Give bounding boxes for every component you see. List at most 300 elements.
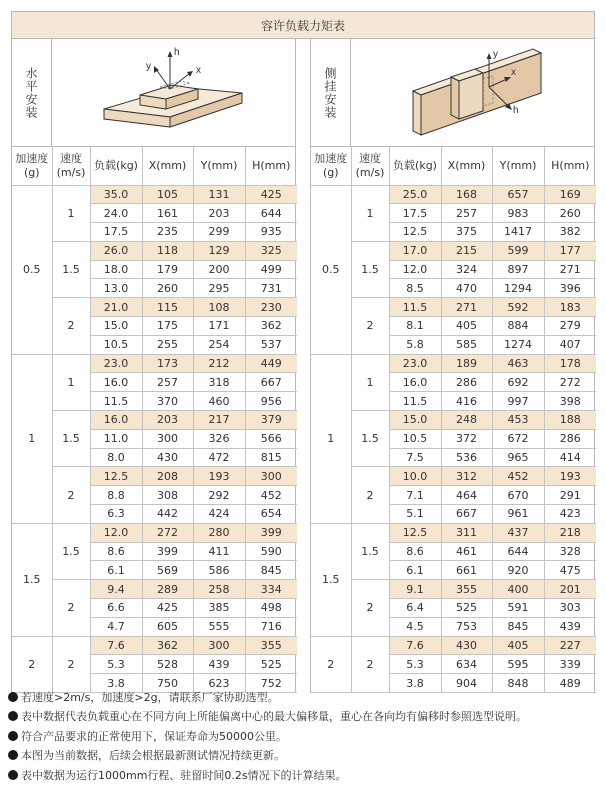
h-cell: 230: [245, 298, 297, 317]
x-cell: 750: [142, 674, 193, 693]
load-cell: 8.0: [90, 448, 142, 467]
x-cell: 324: [441, 260, 492, 279]
horizontal-rail-illustration: [94, 43, 254, 143]
y-cell: 385: [193, 599, 245, 618]
load-cell: 10.5: [90, 335, 142, 354]
x-cell: 168: [441, 185, 492, 204]
table-row: [311, 580, 596, 599]
h-cell: 178: [544, 354, 596, 373]
y-cell: 453: [492, 411, 544, 430]
load-cell: 7.5: [389, 448, 441, 467]
x-cell: 528: [142, 655, 193, 674]
note-text: 本图为当前数据，后续会根据最新测试情况持续更新。: [21, 749, 285, 763]
x-cell: 118: [142, 241, 193, 260]
y-cell: 1417: [492, 223, 544, 242]
horizontal-mount-label: 水平安装: [24, 66, 38, 119]
y-cell: 1294: [492, 279, 544, 298]
h-cell: 525: [245, 655, 297, 674]
speed-cell: 1: [52, 354, 90, 410]
side-mount-label: 侧挂安装: [323, 66, 337, 119]
load-cell: 12.5: [90, 467, 142, 486]
x-cell: 405: [441, 317, 492, 336]
h-cell: 423: [544, 505, 596, 524]
acceleration-cell: 2: [311, 636, 351, 692]
h-cell: 667: [245, 373, 297, 392]
y-cell: 299: [193, 223, 245, 242]
load-cell: 12.5: [389, 523, 441, 542]
load-cell: 4.7: [90, 617, 142, 636]
x-cell: 271: [441, 298, 492, 317]
load-cell: 7.1: [389, 486, 441, 505]
load-cell: 21.0: [90, 298, 142, 317]
table-body: [311, 185, 596, 693]
horizontal-mount-header: [12, 39, 295, 147]
table-row: [12, 185, 297, 204]
y-header: Y(mm): [193, 147, 245, 185]
x-cell: 179: [142, 260, 193, 279]
load-cell: 11.5: [90, 392, 142, 411]
acceleration-cell: 1.5: [12, 523, 52, 636]
y-cell: 295: [193, 279, 245, 298]
h-cell: 425: [245, 185, 297, 204]
load-cell: 12.5: [389, 223, 441, 242]
h-cell: 260: [544, 204, 596, 223]
bullet-icon: [8, 692, 18, 702]
y-cell: 424: [193, 505, 245, 524]
y-cell: 965: [492, 448, 544, 467]
acceleration-cell: 0.5: [12, 185, 52, 354]
bullet-icon: [8, 750, 18, 760]
table-title: [11, 11, 595, 39]
h-cell: 362: [245, 317, 297, 336]
speed-cell: 1.5: [52, 523, 90, 579]
acceleration-cell: 1.5: [311, 523, 351, 636]
x-cell: 173: [142, 354, 193, 373]
table-row: [12, 354, 297, 373]
h-cell: 218: [544, 523, 596, 542]
y-cell: 555: [193, 617, 245, 636]
x-axis-label: x: [195, 64, 201, 76]
y-cell: 897: [492, 260, 544, 279]
acceleration-cell: 2: [12, 636, 52, 692]
h-cell: 590: [245, 542, 297, 561]
horizontal-mount-diagram: [52, 39, 295, 146]
load-cell: 5.3: [90, 655, 142, 674]
load-cell: 9.4: [90, 580, 142, 599]
y-cell: 591: [492, 599, 544, 618]
h-cell: 731: [245, 279, 297, 298]
y-cell: 848: [492, 674, 544, 693]
note-item: [8, 746, 602, 765]
speed-cell: 2: [52, 298, 90, 354]
h-cell: 489: [544, 674, 596, 693]
side-mount-panel: [310, 39, 595, 693]
x-cell: 203: [142, 411, 193, 430]
x-cell: 372: [441, 429, 492, 448]
h-cell: 188: [544, 411, 596, 430]
h-cell: 303: [544, 599, 596, 618]
y-cell: 318: [193, 373, 245, 392]
x-axis-label: x: [510, 66, 516, 78]
load-cell: 8.6: [389, 542, 441, 561]
x-cell: 311: [441, 523, 492, 542]
y-cell: 129: [193, 241, 245, 260]
note-text: 若速度>2m/s，加速度>2g，请联系厂家协助选型。: [21, 691, 279, 704]
h-cell: 566: [245, 429, 297, 448]
h-cell: 499: [245, 260, 297, 279]
load-cell: 11.0: [90, 429, 142, 448]
speed-cell: 2: [351, 580, 389, 636]
x-cell: 525: [441, 599, 492, 618]
y-cell: 997: [492, 392, 544, 411]
h-cell: 845: [245, 561, 297, 580]
load-cell: 3.8: [389, 674, 441, 693]
h-cell: 398: [544, 392, 596, 411]
load-cell: 3.8: [90, 674, 142, 693]
acceleration-cell: 1: [311, 354, 351, 523]
y-cell: 254: [193, 335, 245, 354]
h-cell: 177: [544, 241, 596, 260]
h-cell: 935: [245, 223, 297, 242]
h-cell: 654: [245, 505, 297, 524]
h-cell: 716: [245, 617, 297, 636]
speed-cell: 1.5: [351, 411, 389, 467]
speed-header: 速度 (m/s): [351, 147, 389, 185]
x-cell: 430: [441, 636, 492, 655]
load-cell: 18.0: [90, 260, 142, 279]
load-cell: 23.0: [90, 354, 142, 373]
table-row: [311, 241, 596, 260]
load-cell: 17.5: [90, 223, 142, 242]
note-item: [8, 766, 602, 785]
acceleration-cell: 0.5: [311, 185, 351, 354]
y-cell: 657: [492, 185, 544, 204]
speed-cell: 1: [351, 185, 389, 241]
note-text: 表中数据为运行1000mm行程、驻留时间0.2s情况下的计算结果。: [21, 768, 347, 782]
y-cell: 400: [492, 580, 544, 599]
note-item: [8, 707, 602, 726]
load-cell: 12.0: [90, 523, 142, 542]
h-cell: 271: [544, 260, 596, 279]
x-cell: 312: [441, 467, 492, 486]
acceleration-cell: 1: [12, 354, 52, 523]
y-cell: 203: [193, 204, 245, 223]
side-load-table: [311, 147, 596, 693]
h-cell: 325: [245, 241, 297, 260]
load-cell: 7.6: [90, 636, 142, 655]
load-cell: 12.0: [389, 260, 441, 279]
table-row: [12, 298, 297, 317]
h-cell: 379: [245, 411, 297, 430]
x-cell: 416: [441, 392, 492, 411]
x-cell: 257: [142, 373, 193, 392]
h-cell: 475: [544, 561, 596, 580]
x-cell: 248: [441, 411, 492, 430]
x-cell: 753: [441, 617, 492, 636]
speed-cell: 1: [351, 354, 389, 410]
load-cell: 16.0: [90, 411, 142, 430]
y-cell: 845: [492, 617, 544, 636]
y-cell: 280: [193, 523, 245, 542]
side-mount-diagram: [351, 39, 594, 146]
note-text: 表中数据代表负载重心在不同方向上所能偏离中心的最大偏移量，重心在各向均有偏移时参照选型说明。: [21, 710, 527, 724]
h-header: H(mm): [245, 147, 297, 185]
table-row: [12, 580, 297, 599]
y-cell: 592: [492, 298, 544, 317]
h-cell: 396: [544, 279, 596, 298]
load-cell: 8.8: [90, 486, 142, 505]
h-cell: 300: [245, 467, 297, 486]
y-cell: 884: [492, 317, 544, 336]
load-header: 负载(kg): [90, 147, 142, 185]
h-cell: 752: [245, 674, 297, 693]
load-cell: 6.4: [389, 599, 441, 618]
bullet-icon: [8, 770, 18, 780]
x-cell: 904: [441, 674, 492, 693]
x-cell: 370: [142, 392, 193, 411]
y-header: Y(mm): [492, 147, 544, 185]
h-header: H(mm): [544, 147, 596, 185]
y-cell: 670: [492, 486, 544, 505]
x-cell: 375: [441, 223, 492, 242]
x-cell: 667: [441, 505, 492, 524]
x-cell: 430: [142, 448, 193, 467]
h-cell: 286: [544, 429, 596, 448]
h-cell: 452: [245, 486, 297, 505]
load-cell: 11.5: [389, 392, 441, 411]
h-axis-label: h: [512, 104, 519, 116]
x-cell: 605: [142, 617, 193, 636]
horizontal-mount-panel: [11, 39, 296, 693]
side-rail-illustration: [393, 43, 553, 143]
x-cell: 355: [441, 580, 492, 599]
y-cell: 983: [492, 204, 544, 223]
x-cell: 175: [142, 317, 193, 336]
panel-gap: [296, 39, 310, 682]
table-row: [12, 636, 297, 655]
x-cell: 208: [142, 467, 193, 486]
x-cell: 300: [142, 429, 193, 448]
table-row: [12, 523, 297, 542]
mount-label-cell: [12, 39, 52, 146]
load-cell: 8.1: [389, 317, 441, 336]
h-cell: 382: [544, 223, 596, 242]
x-cell: 362: [142, 636, 193, 655]
y-axis-label: y: [145, 60, 151, 72]
h-cell: 407: [544, 335, 596, 354]
h-cell: 399: [245, 523, 297, 542]
bullet-icon: [8, 731, 18, 741]
h-cell: 169: [544, 185, 596, 204]
h-cell: 193: [544, 467, 596, 486]
load-cell: 5.8: [389, 335, 441, 354]
y-cell: 171: [193, 317, 245, 336]
header-row: [12, 147, 297, 185]
x-cell: 470: [441, 279, 492, 298]
y-cell: 405: [492, 636, 544, 655]
speed-cell: 2: [52, 580, 90, 636]
y-cell: 672: [492, 429, 544, 448]
h-cell: 815: [245, 448, 297, 467]
load-cell: 8.5: [389, 279, 441, 298]
h-cell: 355: [245, 636, 297, 655]
y-cell: 623: [193, 674, 245, 693]
h-cell: 291: [544, 486, 596, 505]
x-cell: 634: [441, 655, 492, 674]
y-cell: 108: [193, 298, 245, 317]
horizontal-load-table: [12, 147, 297, 693]
load-cell: 13.0: [90, 279, 142, 298]
load-cell: 16.0: [389, 373, 441, 392]
load-cell: 10.0: [389, 467, 441, 486]
h-cell: 279: [544, 317, 596, 336]
x-cell: 289: [142, 580, 193, 599]
h-cell: 449: [245, 354, 297, 373]
y-cell: 644: [492, 542, 544, 561]
y-cell: 292: [193, 486, 245, 505]
x-cell: 215: [441, 241, 492, 260]
y-cell: 200: [193, 260, 245, 279]
x-header: X(mm): [441, 147, 492, 185]
h-cell: 272: [544, 373, 596, 392]
load-cell: 16.0: [90, 373, 142, 392]
y-cell: 326: [193, 429, 245, 448]
x-cell: 189: [441, 354, 492, 373]
h-cell: 956: [245, 392, 297, 411]
table-row: [311, 411, 596, 430]
load-cell: 25.0: [389, 185, 441, 204]
h-cell: 227: [544, 636, 596, 655]
x-cell: 286: [441, 373, 492, 392]
side-mount-header: [311, 39, 594, 147]
load-cell: 35.0: [90, 185, 142, 204]
header-row: [311, 147, 596, 185]
y-cell: 258: [193, 580, 245, 599]
y-cell: 595: [492, 655, 544, 674]
speed-cell: 1.5: [52, 411, 90, 467]
y-cell: 599: [492, 241, 544, 260]
h-cell: 414: [544, 448, 596, 467]
table-row: [12, 467, 297, 486]
h-cell: 339: [544, 655, 596, 674]
load-cell: 6.3: [90, 505, 142, 524]
x-cell: 464: [441, 486, 492, 505]
load-cell: 9.1: [389, 580, 441, 599]
table-row: [12, 241, 297, 260]
x-cell: 272: [142, 523, 193, 542]
speed-cell: 2: [351, 636, 389, 692]
table-row: [311, 636, 596, 655]
y-cell: 411: [193, 542, 245, 561]
note-item: [8, 688, 602, 707]
speed-cell: 1.5: [351, 241, 389, 297]
h-cell: 498: [245, 599, 297, 618]
load-cell: 8.6: [90, 542, 142, 561]
load-cell: 5.1: [389, 505, 441, 524]
x-cell: 461: [441, 542, 492, 561]
y-cell: 131: [193, 185, 245, 204]
x-cell: 105: [142, 185, 193, 204]
load-cell: 6.6: [90, 599, 142, 618]
y-cell: 920: [492, 561, 544, 580]
table-body: [12, 185, 297, 693]
x-cell: 425: [142, 599, 193, 618]
y-cell: 212: [193, 354, 245, 373]
table-row: [311, 354, 596, 373]
x-cell: 260: [142, 279, 193, 298]
table-row: [311, 185, 596, 204]
table-row: [311, 298, 596, 317]
load-cell: 17.0: [389, 241, 441, 260]
load-cell: 6.1: [90, 561, 142, 580]
speed-cell: 2: [351, 298, 389, 354]
speed-cell: 1: [52, 185, 90, 241]
load-cell: 24.0: [90, 204, 142, 223]
h-cell: 439: [544, 617, 596, 636]
x-cell: 399: [142, 542, 193, 561]
y-cell: 439: [193, 655, 245, 674]
h-axis-label: h: [173, 46, 180, 58]
h-cell: 537: [245, 335, 297, 354]
x-cell: 161: [142, 204, 193, 223]
y-cell: 452: [492, 467, 544, 486]
h-cell: 334: [245, 580, 297, 599]
load-header: 负载(kg): [389, 147, 441, 185]
x-cell: 585: [441, 335, 492, 354]
y-cell: 437: [492, 523, 544, 542]
y-cell: 193: [193, 467, 245, 486]
title-text: 容许负载力矩表: [260, 18, 345, 33]
table-row: [12, 411, 297, 430]
y-cell: 472: [193, 448, 245, 467]
x-cell: 235: [142, 223, 193, 242]
load-cell: 23.0: [389, 354, 441, 373]
note-item: [8, 727, 602, 746]
y-cell: 463: [492, 354, 544, 373]
table-row: [311, 467, 596, 486]
x-cell: 442: [142, 505, 193, 524]
load-cell: 7.6: [389, 636, 441, 655]
h-cell: 328: [544, 542, 596, 561]
speed-cell: 2: [52, 636, 90, 692]
speed-cell: 2: [351, 467, 389, 523]
h-cell: 201: [544, 580, 596, 599]
y-cell: 961: [492, 505, 544, 524]
table-row: [311, 523, 596, 542]
x-cell: 255: [142, 335, 193, 354]
acceleration-header: 加速度 (g): [12, 147, 52, 185]
x-cell: 308: [142, 486, 193, 505]
load-cell: 11.5: [389, 298, 441, 317]
x-cell: 569: [142, 561, 193, 580]
bullet-icon: [8, 711, 18, 721]
y-axis-label: y: [492, 48, 498, 60]
load-cell: 5.3: [389, 655, 441, 674]
y-cell: 300: [193, 636, 245, 655]
load-cell: 10.5: [389, 429, 441, 448]
notes-list: [8, 688, 602, 785]
x-cell: 536: [441, 448, 492, 467]
x-cell: 257: [441, 204, 492, 223]
mount-label-cell: [311, 39, 351, 146]
load-cell: 6.1: [389, 561, 441, 580]
h-cell: 644: [245, 204, 297, 223]
load-cell: 17.5: [389, 204, 441, 223]
speed-cell: 1.5: [52, 241, 90, 297]
acceleration-header: 加速度 (g): [311, 147, 351, 185]
h-cell: 183: [544, 298, 596, 317]
y-cell: 1274: [492, 335, 544, 354]
